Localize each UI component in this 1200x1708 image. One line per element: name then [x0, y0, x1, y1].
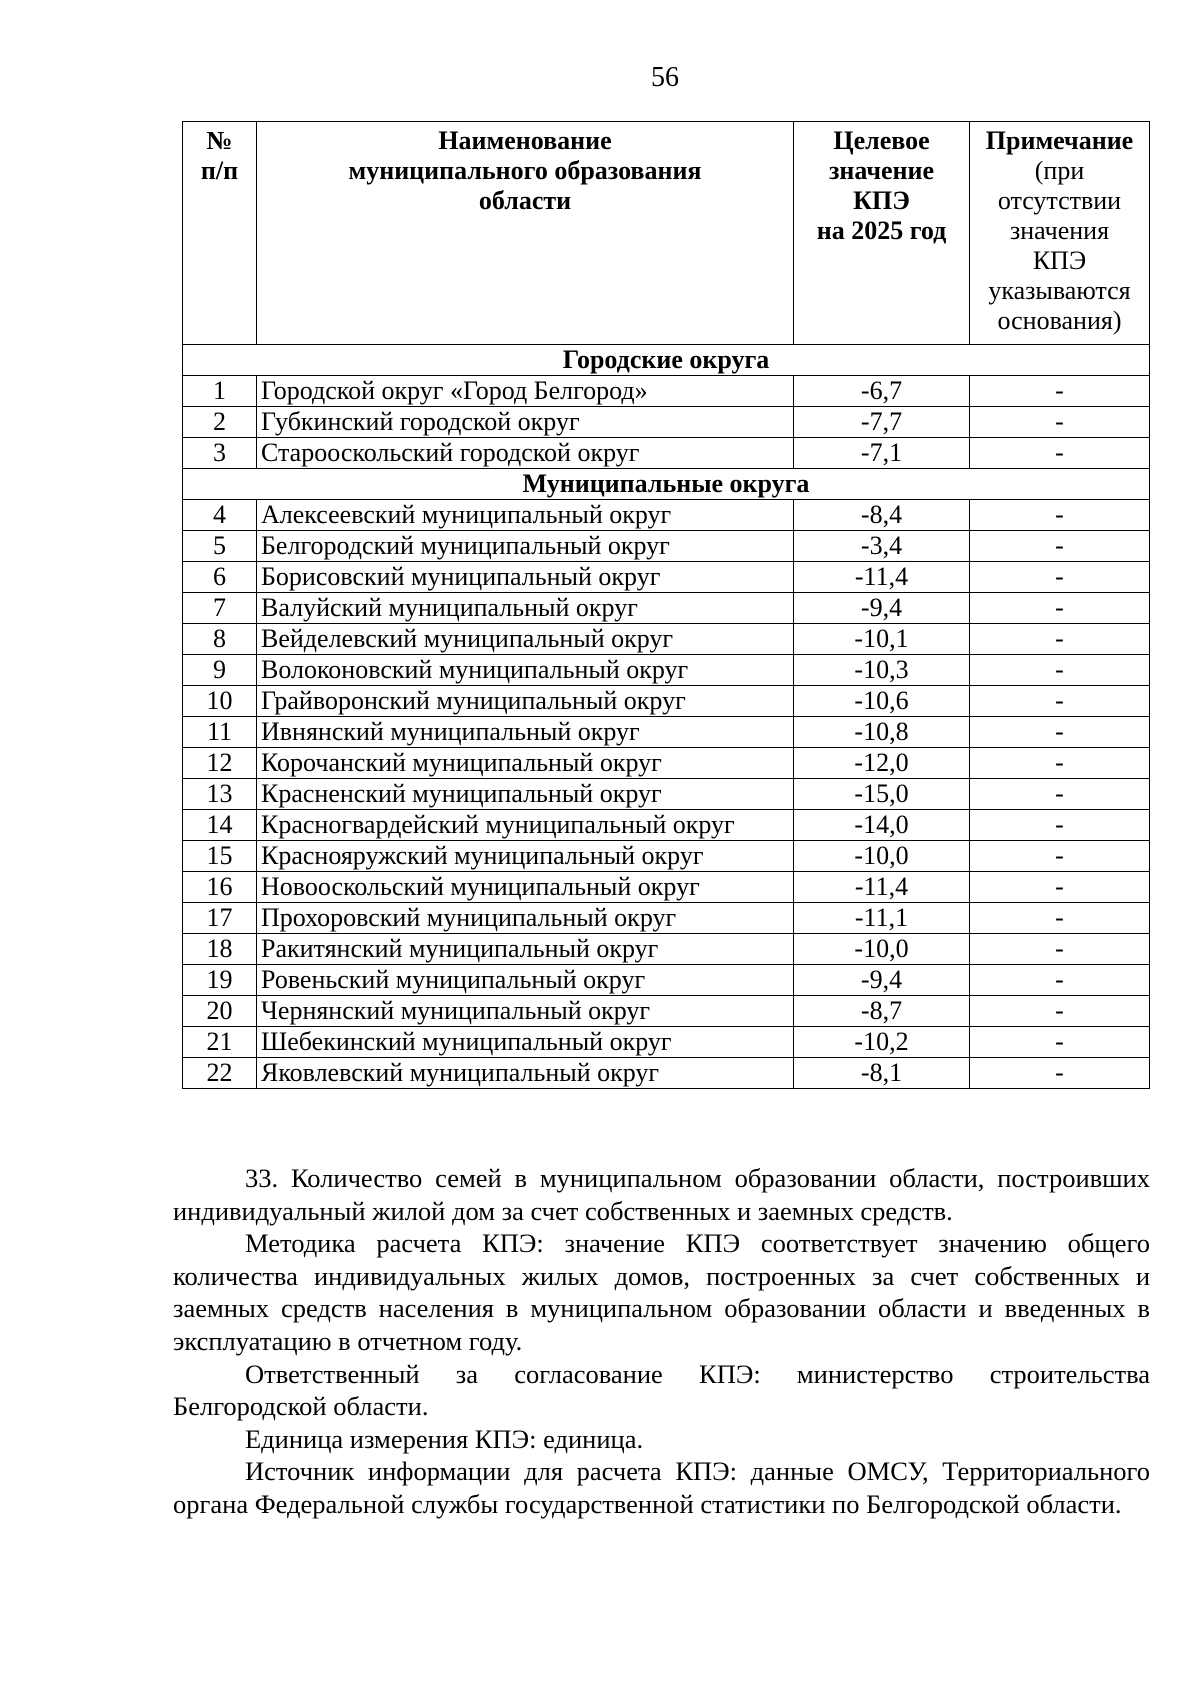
row-value: -10,1 [794, 624, 970, 655]
row-name: Городской округ «Город Белгород» [257, 376, 794, 407]
row-note: - [970, 841, 1150, 872]
header-num: № п/п [183, 122, 257, 345]
row-name: Корочанский муниципальный округ [257, 748, 794, 779]
table-row [183, 1027, 1150, 1058]
row-number: 10 [183, 686, 257, 717]
row-name: Вейделевский муниципальный округ [257, 624, 794, 655]
row-value: -10,0 [794, 841, 970, 872]
table-row [183, 996, 1150, 1027]
row-note: - [970, 934, 1150, 965]
row-name: Красногвардейский муниципальный округ [257, 810, 794, 841]
row-value: -12,0 [794, 748, 970, 779]
table-row [183, 779, 1150, 810]
table-row [183, 686, 1150, 717]
table-row [183, 717, 1150, 748]
row-number: 7 [183, 593, 257, 624]
paragraph-unit: Единица измерения КПЭ: единица. [245, 1423, 644, 1454]
row-value: -14,0 [794, 810, 970, 841]
row-number: 3 [183, 438, 257, 469]
table-row [183, 872, 1150, 903]
row-note: - [970, 500, 1150, 531]
section-row-city-districts [183, 345, 1150, 376]
row-note: - [970, 655, 1150, 686]
table-row [183, 624, 1150, 655]
row-name: Яковлевский муниципальный округ [257, 1058, 794, 1089]
row-value: -10,2 [794, 1027, 970, 1058]
row-value: -9,4 [794, 965, 970, 996]
body-text [173, 1162, 1150, 1521]
row-number: 18 [183, 934, 257, 965]
row-name: Валуйский муниципальный округ [257, 593, 794, 624]
row-note: - [970, 438, 1150, 469]
row-note: - [970, 686, 1150, 717]
row-note: - [970, 531, 1150, 562]
row-number: 22 [183, 1058, 257, 1089]
row-note: - [970, 593, 1150, 624]
row-name: Ракитянский муниципальный округ [257, 934, 794, 965]
row-number: 16 [183, 872, 257, 903]
row-name: Шебекинский муниципальный округ [257, 1027, 794, 1058]
table-row [183, 841, 1150, 872]
row-name: Ровеньский муниципальный округ [257, 965, 794, 996]
row-value: -6,7 [794, 376, 970, 407]
table-row [183, 903, 1150, 934]
row-note: - [970, 407, 1150, 438]
header-note: Примечание (при отсутствии значения КПЭ указываются основания) [970, 122, 1150, 345]
row-note: - [970, 717, 1150, 748]
row-number: 19 [183, 965, 257, 996]
row-value: -10,8 [794, 717, 970, 748]
page-number: 56 [651, 62, 679, 93]
row-number: 8 [183, 624, 257, 655]
row-value: -11,4 [794, 872, 970, 903]
row-number: 11 [183, 717, 257, 748]
row-number: 6 [183, 562, 257, 593]
row-note: - [970, 376, 1150, 407]
row-value: -7,7 [794, 407, 970, 438]
row-name: Старооскольский городской округ [257, 438, 794, 469]
row-name: Красненский муниципальный округ [257, 779, 794, 810]
row-name: Прохоровский муниципальный округ [257, 903, 794, 934]
row-note: - [970, 996, 1150, 1027]
row-value: -8,4 [794, 500, 970, 531]
paragraph-responsible: Ответственный за согласование КПЭ: министерство строительства Белгородской области. [173, 1358, 1150, 1422]
header-value: Целевое значение КПЭ на 2025 год [794, 122, 970, 345]
row-number: 1 [183, 376, 257, 407]
row-number: 17 [183, 903, 257, 934]
section-title: Муниципальные округа [183, 469, 1150, 500]
paragraph-source: Источник информации для расчета КПЭ: данные ОМСУ, Территориального органа Федеральной службы государственной статистики по Белгородской области. [173, 1456, 1150, 1519]
kpe-table [182, 121, 1150, 1089]
row-name: Ивнянский муниципальный округ [257, 717, 794, 748]
row-note: - [970, 748, 1150, 779]
row-note: - [970, 810, 1150, 841]
table-row [183, 934, 1150, 965]
row-number: 15 [183, 841, 257, 872]
row-name: Губкинский городской округ [257, 407, 794, 438]
paragraph-methodology: Методика расчета КПЭ: значение КПЭ соответствует значению общего количества индивидуальных жилых домов, построенных за счет собственных и заемных средств населения в муниципальном образовании области и введенных в эксплуатацию в отчетном году. [173, 1228, 1150, 1356]
row-note: - [970, 562, 1150, 593]
row-note: - [970, 1027, 1150, 1058]
row-name: Краснояружский муниципальный округ [257, 841, 794, 872]
row-value: -15,0 [794, 779, 970, 810]
row-number: 14 [183, 810, 257, 841]
header-name: Наименование муниципального образования области [257, 122, 794, 345]
row-note: - [970, 903, 1150, 934]
table-row [183, 748, 1150, 779]
table-row [183, 655, 1150, 686]
table-row [183, 562, 1150, 593]
row-name: Алексеевский муниципальный округ [257, 500, 794, 531]
row-number: 20 [183, 996, 257, 1027]
row-note: - [970, 965, 1150, 996]
row-name: Грайворонский муниципальный округ [257, 686, 794, 717]
table-row [183, 500, 1150, 531]
table-row [183, 810, 1150, 841]
row-value: -10,6 [794, 686, 970, 717]
row-note: - [970, 624, 1150, 655]
row-name: Белгородский муниципальный округ [257, 531, 794, 562]
table-row [183, 1058, 1150, 1089]
table-row [183, 531, 1150, 562]
table-row [183, 376, 1150, 407]
row-value: -7,1 [794, 438, 970, 469]
section-row-municipal-districts [183, 469, 1150, 500]
row-value: -11,4 [794, 562, 970, 593]
row-value: -10,0 [794, 934, 970, 965]
table-row [183, 593, 1150, 624]
table-row [183, 965, 1150, 996]
row-name: Волоконовский муниципальный округ [257, 655, 794, 686]
row-number: 21 [183, 1027, 257, 1058]
section-title: Городские округа [183, 345, 1150, 376]
row-number: 13 [183, 779, 257, 810]
row-note: - [970, 1058, 1150, 1089]
table-row [183, 407, 1150, 438]
row-number: 2 [183, 407, 257, 438]
row-value: -8,1 [794, 1058, 970, 1089]
paragraph-kpe-33: 33. Количество семей в муниципальном образовании области, построивших индивидуальный жилой дом за счет собственных и заемных средств. [173, 1163, 1150, 1226]
row-number: 4 [183, 500, 257, 531]
row-value: -10,3 [794, 655, 970, 686]
table-header-row [183, 122, 1150, 345]
row-number: 12 [183, 748, 257, 779]
row-value: -11,1 [794, 903, 970, 934]
row-value: -8,7 [794, 996, 970, 1027]
row-note: - [970, 779, 1150, 810]
row-value: -3,4 [794, 531, 970, 562]
row-note: - [970, 872, 1150, 903]
row-name: Борисовский муниципальный округ [257, 562, 794, 593]
row-value: -9,4 [794, 593, 970, 624]
row-number: 9 [183, 655, 257, 686]
row-name: Новооскольский муниципальный округ [257, 872, 794, 903]
row-number: 5 [183, 531, 257, 562]
table-row [183, 438, 1150, 469]
row-name: Чернянский муниципальный округ [257, 996, 794, 1027]
